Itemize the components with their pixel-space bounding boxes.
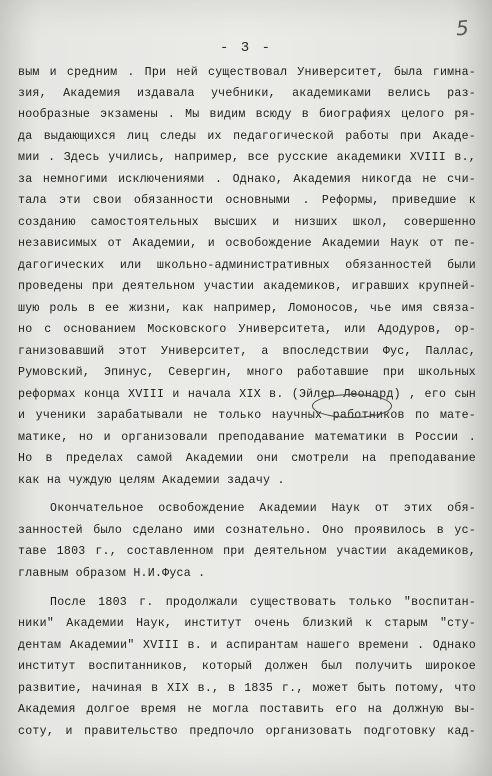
text-line: дентам Академии" XVIII в. и аспирантам нашего времени . Однако [18,639,476,652]
text-line: институт воспитанников, который должен был получить широкое [18,660,476,673]
text-line: но с основанием Московского Университета, или Адодуров, ор- [18,323,476,336]
text-line: проведены при деятельном участии академиков, игравших крупней- [18,280,476,293]
text-line: Но в пределах самой Академии они смотрели на преподавание [18,452,476,465]
handwritten-circle-mark [312,394,392,418]
text-line: вым и средним . При ней существовал Университет, была гимна- [18,66,476,79]
text-line: ники" Академии Наук, институт очень близкий к старым "сту- [18,617,476,630]
text-line: Румовский, Эпинус, Севергин, много работавшие при школьных [18,366,476,379]
text-line: и ученики зарабатывали не только научных работников по мате- [18,409,476,422]
text-line: соту, и правительство предпочло организовать подготовку кад- [18,725,476,738]
text-line: Окончательное освобождение Академии Наук от этих обя- [50,502,476,515]
text-line: как на чуждую целям Академии задачу . [18,474,285,487]
text-line: Академия долгое время не могла поставить его на должную вы- [18,703,476,716]
text-line: реформах конца XVIII и начала XIX в. (Эйлер Леонард) , его сын [18,388,476,401]
text-line: зия, Академия издавала учебники, академиками велись раз- [18,87,476,100]
text-line: дагогических или школьно-административных обязанностей были [18,259,476,272]
text-line: независимых от Академии, и освобождение Академии Наук от пе- [18,237,476,250]
text-line: занностей было сделано ими сознательно. Оно проявилось в ус- [18,524,476,537]
text-line: После 1803 г. продолжали существовать только "воспитан- [50,596,476,609]
text-line: созданию самостоятельных высших и низших школ, совершенно [18,216,476,229]
text-line: матике, но и организовали преподавание математики в России . [18,431,476,444]
text-line: мии . Здесь учились, например, все русские академики XVIII в., [18,151,476,164]
text-line: за немногими исключениями . Однако, Академия никогда не счи- [18,173,476,186]
handwritten-sheet-number: 5 [455,15,470,41]
text-line: шую роль в ее жизни, как например, Ломоносов, чье имя связа- [18,302,476,315]
text-line: тала эти свои обязанности основными . Реформы, приведшие к [18,194,476,207]
text-line: нообразные экзамены . Мы видим всюду в биографиях целого ря- [18,108,476,121]
text-line: да выдающихся лиц следы их педагогической работы при Акаде- [18,130,476,143]
text-line: главным образом Н.И.Фуса . [18,567,206,580]
text-line: таве 1803 г., составленном при деятельном участии академиков, [18,545,476,558]
text-line: ганизовавший этот Университет, а впоследствии Фус, Паллас, [18,345,476,358]
page-number: - 3 - [219,40,272,56]
text-line: развитие, начиная в XIX в., в 1835 г., может быть потому, что [18,682,476,695]
